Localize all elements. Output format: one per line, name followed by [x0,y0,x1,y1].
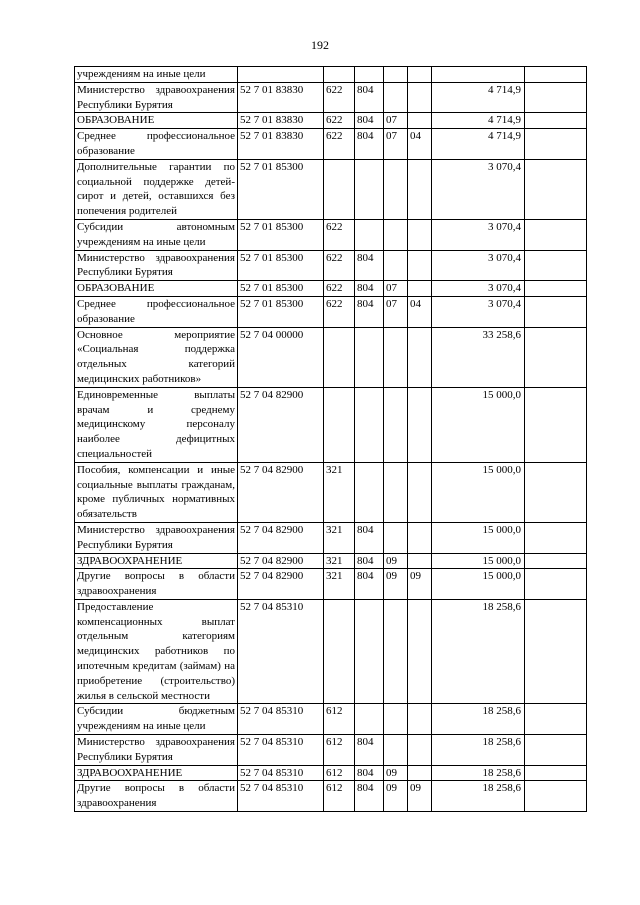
target-article-code-cell: 52 7 01 83830 [238,129,324,160]
table-row [75,735,587,766]
item-name-cell: ЗДРАВООХРАНЕНИЕ [75,765,238,781]
expense-type-code-cell: 622 [324,250,355,281]
target-article-code-cell [238,67,324,83]
administrator-code-cell: 804 [355,553,384,569]
amount-cell: 15 000,0 [432,553,525,569]
administrator-code-cell: 804 [355,129,384,160]
item-name-cell: Дополнительные гарантии по социальной поддержке детей-сирот и детей, оставшихся без попечения родителей [75,159,238,219]
expense-type-code-cell: 612 [324,765,355,781]
section-code-cell [384,599,408,704]
section-code-cell [384,159,408,219]
extra-cell-cell [525,327,587,387]
table-row [75,250,587,281]
section-code-cell: 07 [384,296,408,327]
section-code-cell: 09 [384,781,408,812]
item-name-cell: Министерство здравоохранения Республики Бурятия [75,735,238,766]
extra-cell-cell [525,704,587,735]
target-article-code-cell: 52 7 04 85310 [238,599,324,704]
budget-table-body [75,67,587,812]
target-article-code-cell: 52 7 01 83830 [238,113,324,129]
amount-cell: 3 070,4 [432,281,525,297]
extra-cell-cell [525,387,587,462]
subsection-code-cell [408,281,432,297]
subsection-code-cell: 09 [408,569,432,600]
amount-cell: 15 000,0 [432,569,525,600]
subsection-code-cell [408,553,432,569]
administrator-code-cell [355,327,384,387]
extra-cell-cell [525,765,587,781]
section-code-cell [384,327,408,387]
item-name-cell: ОБРАЗОВАНИЕ [75,113,238,129]
administrator-code-cell: 804 [355,113,384,129]
administrator-code-cell: 804 [355,82,384,113]
subsection-code-cell [408,704,432,735]
target-article-code-cell: 52 7 04 85310 [238,781,324,812]
item-name-cell: Предоставление компенсационных выплат отдельным категориям медицинских работников по ипотечным кредитам (займам) на приобретение (строительство) жилья в сельской местности [75,599,238,704]
target-article-code-cell: 52 7 01 83830 [238,82,324,113]
administrator-code-cell: 804 [355,735,384,766]
table-row [75,599,587,704]
expense-type-code-cell: 622 [324,281,355,297]
table-row [75,82,587,113]
item-name-cell: Другие вопросы в области здравоохранения [75,569,238,600]
item-name-cell: Другие вопросы в области здравоохранения [75,781,238,812]
administrator-code-cell: 804 [355,765,384,781]
extra-cell-cell [525,67,587,83]
expense-type-code-cell: 612 [324,781,355,812]
item-name-cell: Министерство здравоохранения Республики Бурятия [75,522,238,553]
table-row [75,281,587,297]
target-article-code-cell: 52 7 04 85310 [238,704,324,735]
administrator-code-cell [355,462,384,522]
target-article-code-cell: 52 7 04 82900 [238,569,324,600]
amount-cell: 18 258,6 [432,599,525,704]
extra-cell-cell [525,113,587,129]
expense-type-code-cell: 612 [324,704,355,735]
table-row [75,129,587,160]
subsection-code-cell [408,82,432,113]
table-row [75,781,587,812]
item-name-cell: Основное мероприятие «Социальная поддержка отдельных категорий медицинских работников» [75,327,238,387]
target-article-code-cell: 52 7 01 85300 [238,219,324,250]
amount-cell [432,67,525,83]
subsection-code-cell [408,219,432,250]
administrator-code-cell [355,67,384,83]
target-article-code-cell: 52 7 04 00000 [238,327,324,387]
extra-cell-cell [525,599,587,704]
subsection-code-cell [408,250,432,281]
expense-type-code-cell: 622 [324,296,355,327]
item-name-cell: Единовременные выплаты врачам и среднему медицинскому персоналу наиболее дефицитных специальностей [75,387,238,462]
subsection-code-cell: 04 [408,296,432,327]
section-code-cell [384,735,408,766]
section-code-cell: 09 [384,553,408,569]
target-article-code-cell: 52 7 04 82900 [238,522,324,553]
administrator-code-cell: 804 [355,569,384,600]
extra-cell-cell [525,159,587,219]
amount-cell: 3 070,4 [432,159,525,219]
expense-type-code-cell [324,159,355,219]
target-article-code-cell: 52 7 04 82900 [238,387,324,462]
target-article-code-cell: 52 7 01 85300 [238,281,324,297]
subsection-code-cell [408,113,432,129]
section-code-cell [384,462,408,522]
amount-cell: 15 000,0 [432,462,525,522]
target-article-code-cell: 52 7 04 82900 [238,553,324,569]
item-name-cell: ЗДРАВООХРАНЕНИЕ [75,553,238,569]
extra-cell-cell [525,569,587,600]
extra-cell-cell [525,250,587,281]
subsection-code-cell [408,735,432,766]
table-row [75,522,587,553]
administrator-code-cell: 804 [355,781,384,812]
item-name-cell: Субсидии бюджетным учреждениям на иные цели [75,704,238,735]
table-row [75,113,587,129]
table-row [75,569,587,600]
section-code-cell [384,219,408,250]
subsection-code-cell [408,765,432,781]
item-name-cell: Министерство здравоохранения Республики Бурятия [75,82,238,113]
administrator-code-cell [355,387,384,462]
expense-type-code-cell [324,327,355,387]
amount-cell: 3 070,4 [432,250,525,281]
expense-type-code-cell [324,387,355,462]
amount-cell: 33 258,6 [432,327,525,387]
target-article-code-cell: 52 7 04 85310 [238,735,324,766]
subsection-code-cell [408,327,432,387]
amount-cell: 4 714,9 [432,82,525,113]
expense-type-code-cell: 321 [324,462,355,522]
section-code-cell [384,82,408,113]
amount-cell: 18 258,6 [432,735,525,766]
extra-cell-cell [525,82,587,113]
table-row [75,219,587,250]
subsection-code-cell [408,67,432,83]
subsection-code-cell [408,599,432,704]
expense-type-code-cell: 622 [324,113,355,129]
section-code-cell: 07 [384,129,408,160]
section-code-cell [384,250,408,281]
table-row [75,67,587,83]
table-row [75,704,587,735]
section-code-cell [384,387,408,462]
section-code-cell [384,522,408,553]
section-code-cell [384,67,408,83]
item-name-cell: Субсидии автономным учреждениям на иные цели [75,219,238,250]
expense-type-code-cell [324,599,355,704]
item-name-cell: Среднее профессиональное образование [75,129,238,160]
expense-type-code-cell: 321 [324,553,355,569]
amount-cell: 3 070,4 [432,219,525,250]
table-row [75,296,587,327]
table-row [75,387,587,462]
target-article-code-cell: 52 7 04 82900 [238,462,324,522]
table-row [75,462,587,522]
section-code-cell: 09 [384,765,408,781]
item-name-cell: ОБРАЗОВАНИЕ [75,281,238,297]
subsection-code-cell: 04 [408,129,432,160]
target-article-code-cell: 52 7 01 85300 [238,296,324,327]
subsection-code-cell [408,159,432,219]
administrator-code-cell: 804 [355,296,384,327]
expense-type-code-cell: 612 [324,735,355,766]
extra-cell-cell [525,129,587,160]
table-row [75,159,587,219]
section-code-cell [384,704,408,735]
expense-type-code-cell: 622 [324,129,355,160]
amount-cell: 3 070,4 [432,296,525,327]
section-code-cell: 07 [384,113,408,129]
expense-type-code-cell: 321 [324,522,355,553]
item-name-cell: учреждениям на иные цели [75,67,238,83]
expense-type-code-cell: 622 [324,82,355,113]
table-row [75,765,587,781]
subsection-code-cell: 09 [408,781,432,812]
page-number: 192 [311,38,329,52]
subsection-code-cell [408,462,432,522]
budget-table [74,66,587,812]
amount-cell: 15 000,0 [432,387,525,462]
item-name-cell: Министерство здравоохранения Республики Бурятия [75,250,238,281]
administrator-code-cell: 804 [355,281,384,297]
subsection-code-cell [408,522,432,553]
amount-cell: 4 714,9 [432,129,525,160]
expense-type-code-cell: 622 [324,219,355,250]
extra-cell-cell [525,553,587,569]
subsection-code-cell [408,387,432,462]
target-article-code-cell: 52 7 01 85300 [238,250,324,281]
target-article-code-cell: 52 7 04 85310 [238,765,324,781]
expense-type-code-cell: 321 [324,569,355,600]
amount-cell: 18 258,6 [432,781,525,812]
section-code-cell: 09 [384,569,408,600]
amount-cell: 4 714,9 [432,113,525,129]
section-code-cell: 07 [384,281,408,297]
administrator-code-cell [355,219,384,250]
table-row [75,327,587,387]
extra-cell-cell [525,735,587,766]
extra-cell-cell [525,296,587,327]
administrator-code-cell [355,704,384,735]
administrator-code-cell [355,599,384,704]
extra-cell-cell [525,219,587,250]
target-article-code-cell: 52 7 01 85300 [238,159,324,219]
extra-cell-cell [525,462,587,522]
extra-cell-cell [525,281,587,297]
extra-cell-cell [525,781,587,812]
administrator-code-cell [355,159,384,219]
table-row [75,553,587,569]
item-name-cell: Пособия, компенсации и иные социальные выплаты гражданам, кроме публичных нормативных обязательств [75,462,238,522]
item-name-cell: Среднее профессиональное образование [75,296,238,327]
administrator-code-cell: 804 [355,250,384,281]
administrator-code-cell: 804 [355,522,384,553]
amount-cell: 18 258,6 [432,704,525,735]
expense-type-code-cell [324,67,355,83]
extra-cell-cell [525,522,587,553]
amount-cell: 15 000,0 [432,522,525,553]
amount-cell: 18 258,6 [432,765,525,781]
